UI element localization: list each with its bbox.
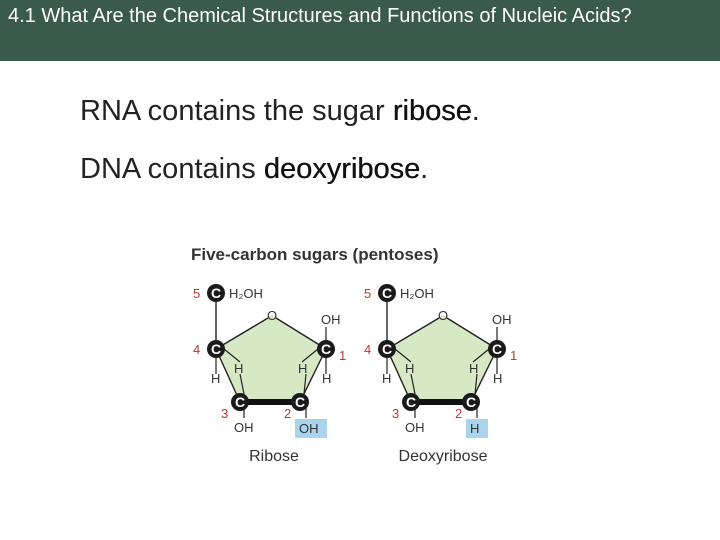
carbon-number-1: 1 xyxy=(339,348,347,363)
carbon-number-4: 4 xyxy=(364,342,372,357)
carbon-symbol: C xyxy=(465,394,477,410)
c1-inner-hydrogen: H xyxy=(469,361,479,376)
ring-fill xyxy=(216,315,326,402)
c4-hydrogen: H xyxy=(382,371,392,386)
c1-hydrogen: H xyxy=(322,371,332,386)
carbon-symbol: C xyxy=(210,341,222,357)
molecule-name: Ribose xyxy=(249,448,299,465)
bullet-rna-prefix: RNA contains the sugar xyxy=(80,95,393,127)
bullet-rna-suffix: . xyxy=(471,95,480,127)
carbon-symbol: C xyxy=(234,394,246,410)
c1-hydroxyl: OH xyxy=(321,312,341,327)
c1-inner-hydrogen: H xyxy=(298,361,308,376)
carbon-number-2: 2 xyxy=(455,406,463,421)
carbon-symbol: C xyxy=(320,341,332,357)
c1-hydroxyl: OH xyxy=(492,312,512,327)
carbon-number-5: 5 xyxy=(364,286,372,301)
ring-oxygen: O xyxy=(437,308,449,323)
c2-group: H xyxy=(470,421,480,436)
bullet-dna-emphasis: deoxyribose xyxy=(263,153,421,185)
carbon-symbol: C xyxy=(210,285,222,301)
c5-group: H₂OH xyxy=(400,286,434,301)
ring-oxygen: O xyxy=(266,308,278,323)
c4-inner-hydrogen: H xyxy=(405,361,415,376)
carbon-symbol: C xyxy=(294,394,306,410)
molecule-name: Deoxyribose xyxy=(398,448,488,465)
carbon-symbol: C xyxy=(381,341,393,357)
figure-title: Five-carbon sugars (pentoses) xyxy=(191,245,439,264)
c4-hydrogen: H xyxy=(211,371,221,386)
slide-title: 4.1 What Are the Chemical Structures and Functions of Nucleic Acids? xyxy=(0,0,720,61)
carbon-symbol: C xyxy=(381,285,393,301)
c2-group: OH xyxy=(299,421,319,436)
c3-group: OH xyxy=(405,420,425,435)
bullet-dna-prefix: DNA contains xyxy=(80,153,264,185)
carbon-symbol: C xyxy=(405,394,417,410)
ring-fill xyxy=(387,315,497,402)
c3-group: OH xyxy=(234,420,254,435)
carbon-number-5: 5 xyxy=(193,286,201,301)
c1-hydrogen: H xyxy=(493,371,503,386)
bullet-dna-suffix: . xyxy=(420,153,429,185)
carbon-number-1: 1 xyxy=(510,348,518,363)
carbon-number-3: 3 xyxy=(392,406,400,421)
bullet-rna-emphasis: ribose xyxy=(392,95,472,127)
carbon-number-2: 2 xyxy=(284,406,292,421)
carbon-symbol: C xyxy=(491,341,503,357)
c4-inner-hydrogen: H xyxy=(234,361,244,376)
carbon-number-3: 3 xyxy=(221,406,229,421)
carbon-number-4: 4 xyxy=(193,342,201,357)
c5-group: H₂OH xyxy=(229,286,263,301)
